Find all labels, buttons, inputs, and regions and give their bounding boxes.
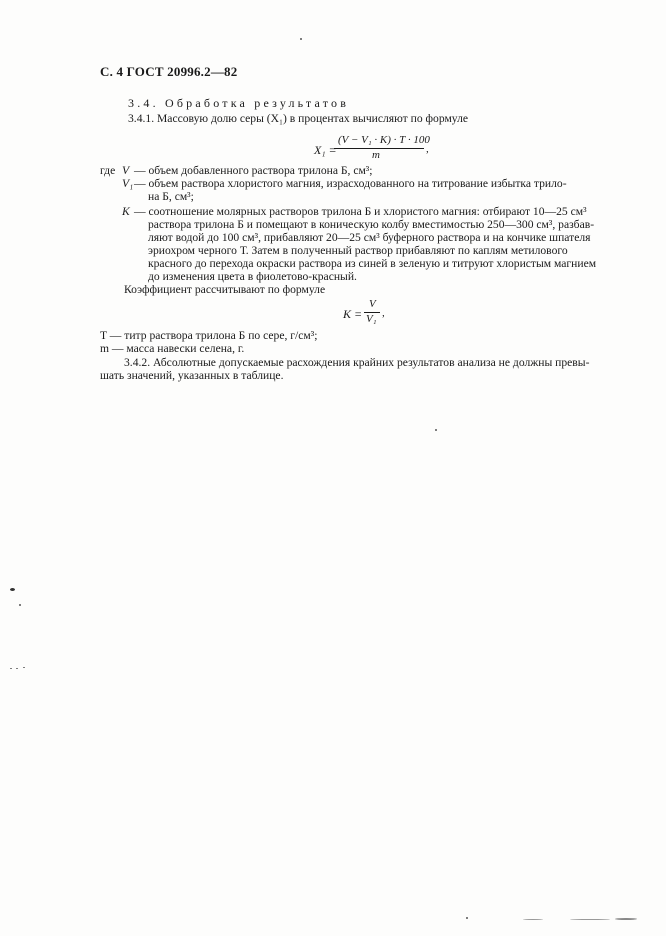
definition-m: m — масса навески селена, г. xyxy=(100,342,245,355)
formula2-lhs: K = xyxy=(343,307,363,321)
definition-v-text: — объем добавленного раствора трилона Б, см³; xyxy=(134,164,373,177)
definition-k-text-1: — соотношение молярных растворов трилона Б и хлористого магния: отбирают 10—25 см³ xyxy=(134,205,587,218)
section-title: 3.4. Обработка результатов xyxy=(128,96,350,110)
scan-speck xyxy=(435,429,437,431)
scan-speck xyxy=(523,919,543,920)
paragraph-3-4-1-intro: 3.4.1. Массовую долю серы (X₁) в процентах вычисляют по формуле xyxy=(128,112,468,125)
scan-speck xyxy=(19,604,21,606)
scan-speck xyxy=(16,668,18,669)
formula2-trail: , xyxy=(382,307,385,319)
definition-k-text-4: эриохром черного Т. Затем в полученный раствор прибавляют по каплям метилового xyxy=(148,244,568,257)
coefficient-intro: Коэффициент рассчитывают по формуле xyxy=(124,283,326,296)
formula2-denominator: V₁ xyxy=(366,313,377,325)
formula1-trail: , xyxy=(426,143,429,155)
definition-k-symbol: K xyxy=(122,205,130,218)
formula1-lhs: X₁ = xyxy=(314,143,337,157)
definition-k-text-5: красного до перехода окраски раствора из синей в зеленую и титруют хлористым магнием xyxy=(148,257,597,270)
definition-k-text-6: до изменения цвета в фиолетово-красный. xyxy=(148,270,357,283)
definition-v1-text-1: — объем раствора хлористого магния, израсходованного на титрование избытка трило- xyxy=(134,177,567,190)
page-header: С. 4 ГОСТ 20996.2—82 xyxy=(100,64,238,79)
definition-v-symbol: V xyxy=(122,164,130,177)
definitions-where: где xyxy=(100,164,116,177)
definition-k-text-3: ляют водой до 100 см³, прибавляют 20—25 см³ буферного раствора и на кончике шпателя xyxy=(148,231,591,244)
formula2-numerator: V xyxy=(369,298,376,310)
scan-speck xyxy=(466,917,468,919)
scan-speck xyxy=(10,668,12,669)
definition-v1-symbol: V₁ xyxy=(122,177,134,190)
scan-speck xyxy=(300,38,302,40)
paragraph-3-4-2-line1: 3.4.2. Абсолютные допускаемые расхождения крайних результатов анализа не должны превы- xyxy=(124,356,590,369)
scan-speck xyxy=(615,918,637,920)
formula1-numerator: (V − V₁ · K) · T · 100 xyxy=(338,134,430,146)
definition-k-text-2: раствора трилона Б и помещают в коническую колбу вместимостью 250—300 см³, разбав- xyxy=(148,218,595,231)
scan-speck xyxy=(10,588,15,591)
paragraph-3-4-2-line2: шать значений, указанных в таблице. xyxy=(100,369,284,382)
scan-speck xyxy=(23,667,25,668)
definition-v1-text-2: на Б, см³; xyxy=(148,190,194,203)
definition-t: T — титр раствора трилона Б по сере, г/см³; xyxy=(100,329,318,342)
scan-speck xyxy=(570,919,610,920)
formula1-denominator: m xyxy=(372,149,380,161)
